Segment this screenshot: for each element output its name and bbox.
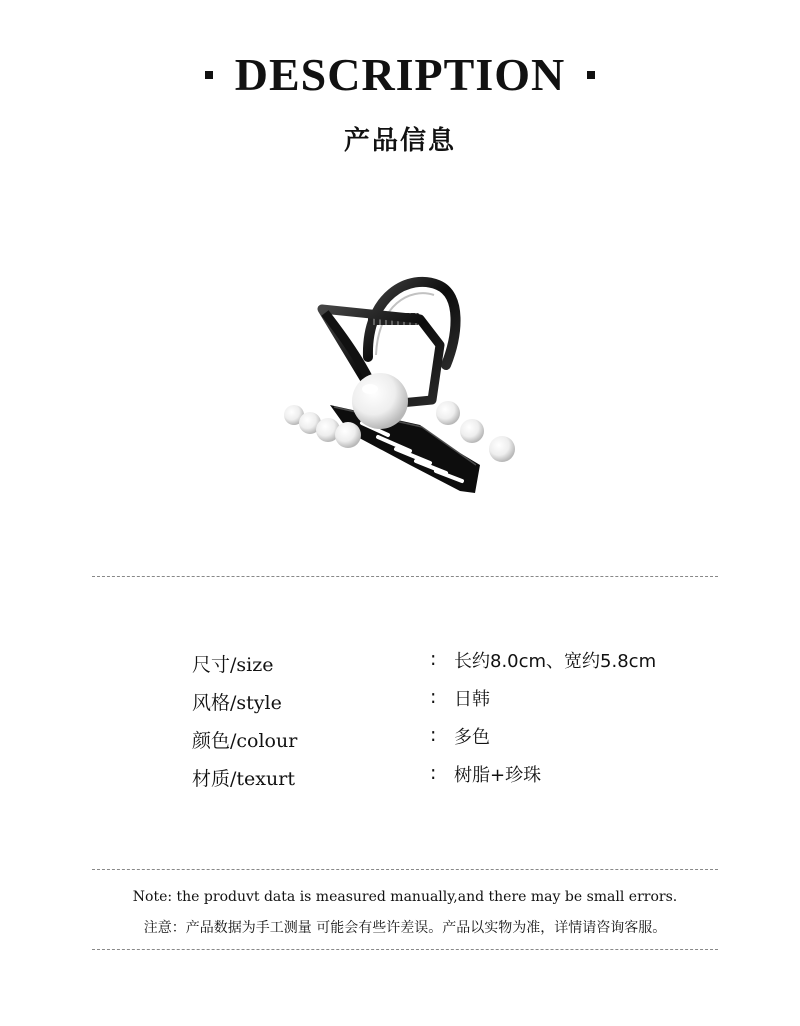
spec-label: 风格/style bbox=[192, 692, 282, 714]
spec-label: 材质/texurt bbox=[192, 768, 295, 790]
spec-value: 长约8.0cm、宽约5.8cm bbox=[454, 651, 657, 672]
spec-value: 日韩 bbox=[454, 689, 490, 710]
page-title: DESCRIPTION bbox=[234, 49, 566, 100]
hair-claw-clip-image bbox=[270, 265, 530, 510]
divider-bottom bbox=[92, 949, 718, 950]
divider-middle bbox=[92, 869, 718, 870]
spec-row-material bbox=[192, 764, 692, 794]
spec-colon: : bbox=[430, 724, 437, 746]
spec-row-colour bbox=[192, 726, 692, 756]
bullet-right-icon bbox=[587, 71, 595, 79]
spec-value: 树脂+珍珠 bbox=[454, 765, 542, 786]
spec-colon: : bbox=[430, 648, 437, 670]
spec-colon: : bbox=[430, 762, 437, 784]
spec-value: 多色 bbox=[454, 727, 490, 748]
note-english: Note: the produvt data is measured manually,and there may be small errors. bbox=[132, 889, 678, 905]
spec-label: 尺寸/size bbox=[192, 654, 274, 676]
spec-row-style bbox=[192, 688, 692, 718]
bullet-left-icon bbox=[205, 71, 213, 79]
spec-colon: : bbox=[430, 686, 437, 708]
spec-label: 颜色/colour bbox=[192, 730, 298, 752]
note-chinese: 注意：产品数据为手工测量 可能会有些许差误。产品以实物为准，详情请咨询客服。 bbox=[143, 920, 667, 936]
title-row bbox=[0, 49, 800, 100]
divider-top bbox=[92, 576, 718, 577]
spec-row-size bbox=[192, 650, 692, 680]
page-subtitle: 产品信息 bbox=[343, 126, 456, 156]
